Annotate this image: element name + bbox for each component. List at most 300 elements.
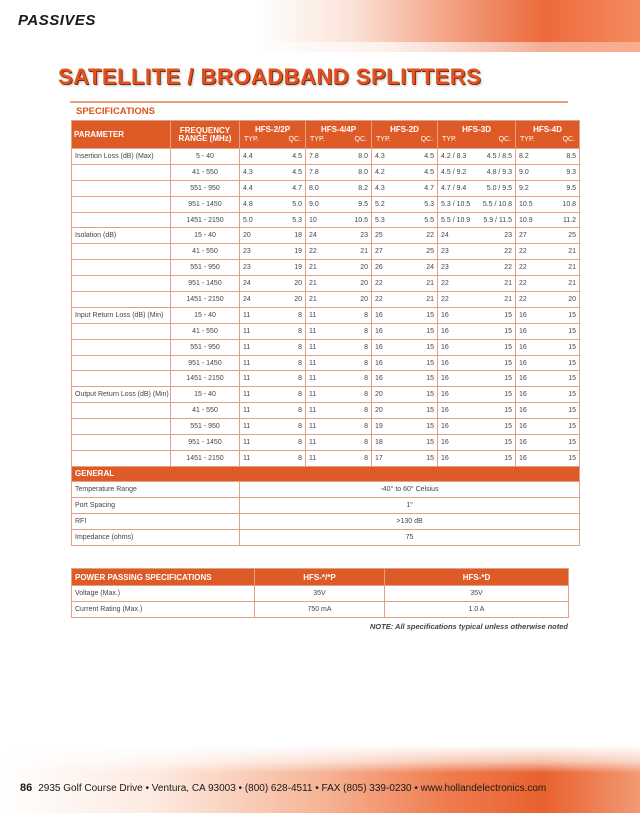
value-cell: 16 [438, 419, 473, 435]
value-cell: 23 [240, 260, 273, 276]
value-cell: 27 [372, 244, 405, 260]
power-header-row [72, 569, 569, 586]
value-cell: 16 [372, 339, 405, 355]
table-row [72, 164, 580, 180]
value-cell: 25 [405, 244, 438, 260]
power-value: 35V [385, 586, 569, 602]
value-cell: 4.4 [240, 180, 273, 196]
value-cell: 4.5 [273, 164, 306, 180]
value-cell: 16 [438, 355, 473, 371]
value-cell: 16 [516, 339, 548, 355]
value-cell: 22 [438, 292, 473, 308]
table-row [72, 323, 580, 339]
value-cell: 8 [339, 307, 372, 323]
value-cell: 24 [405, 260, 438, 276]
value-cell: 15 [405, 323, 438, 339]
table-row [72, 307, 580, 323]
table-row [72, 387, 580, 403]
col-frequency: FREQUENCY RANGE (MHz) [171, 121, 240, 149]
value-cell: 23 [438, 260, 473, 276]
value-cell: 15 [473, 403, 516, 419]
value-cell: 4.5 [405, 149, 438, 165]
value-cell: 10.9 [516, 212, 548, 228]
table-header-row [72, 121, 580, 149]
value-cell: 16 [438, 450, 473, 466]
value-cell: 5.9 / 11.5 [473, 212, 516, 228]
value-cell: 15 [405, 339, 438, 355]
power-row [72, 602, 569, 618]
value-cell: 8 [273, 307, 306, 323]
value-cell: 11 [306, 403, 339, 419]
value-cell: 15 [473, 307, 516, 323]
frequency-cell: 1451 - 2150 [171, 292, 240, 308]
parameter-cell [72, 212, 171, 228]
value-cell: 15 [473, 323, 516, 339]
col-model: HFS-2D TYP. QC. [372, 121, 438, 149]
power-value: 1.0 A [385, 602, 569, 618]
value-cell: 10.5 [516, 196, 548, 212]
value-cell: 10 [306, 212, 339, 228]
value-cell: 15 [405, 387, 438, 403]
value-cell: 8 [339, 403, 372, 419]
value-cell: 22 [306, 244, 339, 260]
value-cell: 10.8 [548, 196, 580, 212]
power-row [72, 586, 569, 602]
table-row [72, 371, 580, 387]
value-cell: 22 [516, 276, 548, 292]
value-cell: 15 [548, 371, 580, 387]
frequency-cell: 551 - 950 [171, 180, 240, 196]
value-cell: 11 [306, 307, 339, 323]
value-cell: 22 [473, 260, 516, 276]
value-cell: 4.2 / 8.3 [438, 149, 473, 165]
value-cell: 22 [516, 260, 548, 276]
value-cell: 16 [372, 323, 405, 339]
table-row [72, 149, 580, 165]
value-cell: 8 [339, 355, 372, 371]
value-cell: 17 [372, 450, 405, 466]
table-row [72, 260, 580, 276]
value-cell: 16 [372, 307, 405, 323]
value-cell: 22 [516, 292, 548, 308]
value-cell: 15 [405, 435, 438, 451]
table-row [72, 450, 580, 466]
value-cell: 9.5 [548, 180, 580, 196]
parameter-cell [72, 292, 171, 308]
page-number: 86 [20, 782, 33, 794]
parameter-cell [72, 164, 171, 180]
value-cell: 11 [306, 339, 339, 355]
value-cell: 11 [306, 450, 339, 466]
table-row [72, 228, 580, 244]
table-row [72, 403, 580, 419]
value-cell: 21 [548, 244, 580, 260]
value-cell: 26 [372, 260, 405, 276]
value-cell: 23 [339, 228, 372, 244]
frequency-cell: 951 - 1450 [171, 276, 240, 292]
value-cell: 20 [273, 276, 306, 292]
parameter-cell [72, 323, 171, 339]
power-col-1: HFS-*/*P [255, 569, 385, 586]
value-cell: 16 [438, 387, 473, 403]
value-cell: 8.2 [339, 180, 372, 196]
frequency-cell: 951 - 1450 [171, 435, 240, 451]
page-title: SATELLITE / BROADBAND SPLITTERS [58, 64, 482, 89]
parameter-cell [72, 260, 171, 276]
value-cell: 8 [273, 323, 306, 339]
value-cell: 15 [473, 435, 516, 451]
parameter-cell: Output Return Loss (dB) (Min) [72, 387, 171, 403]
frequency-cell: 1451 - 2150 [171, 371, 240, 387]
value-cell: 8 [339, 323, 372, 339]
value-cell: 18 [273, 228, 306, 244]
value-cell: 22 [473, 244, 516, 260]
value-cell: 24 [306, 228, 339, 244]
value-cell: 27 [516, 228, 548, 244]
value-cell: 5.0 [273, 196, 306, 212]
value-cell: 20 [548, 292, 580, 308]
value-cell: 7.8 [306, 164, 339, 180]
value-cell: 9.0 [516, 164, 548, 180]
value-cell: 20 [339, 260, 372, 276]
value-cell: 5.3 [273, 212, 306, 228]
value-cell: 11 [240, 307, 273, 323]
value-cell: 7.8 [306, 149, 339, 165]
value-cell: 16 [516, 419, 548, 435]
value-cell: 4.4 [240, 149, 273, 165]
general-section-row [72, 466, 580, 481]
value-cell: 15 [405, 307, 438, 323]
value-cell: 11 [240, 371, 273, 387]
value-cell: 20 [372, 403, 405, 419]
value-cell: 9.2 [516, 180, 548, 196]
value-cell: 8 [339, 387, 372, 403]
value-cell: 8 [273, 419, 306, 435]
value-cell: 25 [372, 228, 405, 244]
footnote: NOTE: All specifications typical unless otherwise noted [369, 622, 568, 631]
value-cell: 22 [372, 276, 405, 292]
col-parameter: PARAMETER [72, 121, 171, 149]
value-cell: 10.5 [339, 212, 372, 228]
value-cell: 9.0 [306, 196, 339, 212]
value-cell: 21 [339, 244, 372, 260]
value-cell: 11 [240, 387, 273, 403]
value-cell: 8 [273, 339, 306, 355]
value-cell: 23 [438, 244, 473, 260]
value-cell: 15 [548, 387, 580, 403]
value-cell: 19 [273, 260, 306, 276]
value-cell: 22 [438, 276, 473, 292]
value-cell: 16 [516, 307, 548, 323]
value-cell: 15 [473, 387, 516, 403]
table-row [72, 196, 580, 212]
value-cell: 8.2 [516, 149, 548, 165]
value-cell: 16 [372, 371, 405, 387]
value-cell: 4.3 [372, 149, 405, 165]
value-cell: 22 [516, 244, 548, 260]
frequency-cell: 551 - 950 [171, 419, 240, 435]
value-cell: 21 [473, 276, 516, 292]
value-cell: 11 [240, 435, 273, 451]
general-value: -40° to 60° Celsius [240, 481, 580, 497]
footer [20, 782, 546, 794]
value-cell: 4.7 / 9.4 [438, 180, 473, 196]
value-cell: 4.5 / 8.5 [473, 149, 516, 165]
value-cell: 11 [306, 435, 339, 451]
value-cell: 18 [372, 435, 405, 451]
frequency-cell: 551 - 950 [171, 339, 240, 355]
value-cell: 15 [473, 450, 516, 466]
value-cell: 4.3 [372, 180, 405, 196]
frequency-cell: 1451 - 2150 [171, 450, 240, 466]
value-cell: 21 [548, 276, 580, 292]
value-cell: 21 [306, 292, 339, 308]
value-cell: 11 [240, 403, 273, 419]
value-cell: 5.5 [405, 212, 438, 228]
value-cell: 15 [548, 307, 580, 323]
table-row [72, 435, 580, 451]
value-cell: 11 [306, 355, 339, 371]
power-value: 35V [255, 586, 385, 602]
value-cell: 16 [516, 323, 548, 339]
value-cell: 16 [438, 435, 473, 451]
table-row [72, 355, 580, 371]
value-cell: 23 [240, 244, 273, 260]
parameter-cell [72, 450, 171, 466]
value-cell: 16 [516, 450, 548, 466]
value-cell: 20 [339, 292, 372, 308]
general-row [72, 497, 580, 513]
value-cell: 4.2 [372, 164, 405, 180]
value-cell: 20 [240, 228, 273, 244]
value-cell: 23 [473, 228, 516, 244]
general-label: Temperature Range [72, 481, 240, 497]
power-heading: POWER PASSING SPECIFICATIONS [72, 569, 255, 586]
general-value: >130 dB [240, 513, 580, 529]
value-cell: 4.5 [273, 149, 306, 165]
parameter-cell [72, 371, 171, 387]
parameter-cell [72, 435, 171, 451]
frequency-cell: 15 - 40 [171, 307, 240, 323]
value-cell: 15 [405, 371, 438, 387]
table-row [72, 276, 580, 292]
power-col-2: HFS-*D [385, 569, 569, 586]
value-cell: 8 [273, 387, 306, 403]
value-cell: 11 [240, 355, 273, 371]
value-cell: 15 [405, 355, 438, 371]
value-cell: 11 [306, 371, 339, 387]
table-row [72, 292, 580, 308]
value-cell: 15 [548, 450, 580, 466]
power-value: 750 mA [255, 602, 385, 618]
value-cell: 20 [339, 276, 372, 292]
value-cell: 4.7 [405, 180, 438, 196]
value-cell: 24 [240, 292, 273, 308]
value-cell: 11.2 [548, 212, 580, 228]
value-cell: 5.3 / 10.5 [438, 196, 473, 212]
value-cell: 16 [438, 371, 473, 387]
table-row [72, 180, 580, 196]
value-cell: 22 [405, 228, 438, 244]
parameter-cell: Input Return Loss (dB) (Min) [72, 307, 171, 323]
parameter-cell: Isolation (dB) [72, 228, 171, 244]
frequency-cell: 951 - 1450 [171, 355, 240, 371]
value-cell: 15 [473, 371, 516, 387]
parameter-cell [72, 339, 171, 355]
value-cell: 5.0 [240, 212, 273, 228]
value-cell: 16 [516, 355, 548, 371]
table-row [72, 339, 580, 355]
value-cell: 8 [273, 435, 306, 451]
value-cell: 5.3 [405, 196, 438, 212]
table-row [72, 244, 580, 260]
value-cell: 21 [405, 292, 438, 308]
general-label: Port Spacing [72, 497, 240, 513]
value-cell: 5.5 / 10.8 [473, 196, 516, 212]
value-cell: 15 [548, 323, 580, 339]
value-cell: 16 [438, 307, 473, 323]
value-cell: 8 [339, 339, 372, 355]
value-cell: 16 [438, 403, 473, 419]
value-cell: 4.3 [240, 164, 273, 180]
value-cell: 24 [240, 276, 273, 292]
parameter-cell [72, 355, 171, 371]
value-cell: 15 [405, 450, 438, 466]
value-cell: 4.8 [240, 196, 273, 212]
value-cell: 8 [339, 419, 372, 435]
col-model: HFS-3D TYP. QC. [438, 121, 516, 149]
value-cell: 8.0 [339, 149, 372, 165]
value-cell: 24 [438, 228, 473, 244]
value-cell: 16 [438, 339, 473, 355]
table-row [72, 419, 580, 435]
parameter-cell [72, 244, 171, 260]
value-cell: 15 [548, 419, 580, 435]
divider [70, 101, 568, 103]
general-label: Impedance (ohms) [72, 529, 240, 545]
general-value: 1" [240, 497, 580, 513]
value-cell: 15 [405, 419, 438, 435]
value-cell: 5.0 / 9.5 [473, 180, 516, 196]
value-cell: 11 [306, 323, 339, 339]
value-cell: 8.0 [339, 164, 372, 180]
value-cell: 15 [473, 419, 516, 435]
value-cell: 21 [405, 276, 438, 292]
value-cell: 20 [273, 292, 306, 308]
parameter-cell [72, 180, 171, 196]
value-cell: 11 [240, 450, 273, 466]
value-cell: 8.0 [306, 180, 339, 196]
value-cell: 15 [548, 355, 580, 371]
parameter-cell [72, 419, 171, 435]
value-cell: 11 [306, 419, 339, 435]
value-cell: 15 [548, 435, 580, 451]
value-cell: 16 [372, 355, 405, 371]
value-cell: 15 [405, 403, 438, 419]
frequency-cell: 551 - 950 [171, 260, 240, 276]
general-value: 75 [240, 529, 580, 545]
value-cell: 5.5 / 10.9 [438, 212, 473, 228]
footer-address: 2935 Golf Course Drive • Ventura, CA 93003 • (800) 628-4511 • FAX (805) 339-0230 • www.hollandelectronics.com [38, 783, 547, 794]
parameter-cell [72, 403, 171, 419]
col-model: HFS-2/2P TYP. QC. [240, 121, 306, 149]
value-cell: 5.2 [372, 196, 405, 212]
value-cell: 9.3 [548, 164, 580, 180]
value-cell: 11 [240, 323, 273, 339]
general-row [72, 529, 580, 545]
value-cell: 11 [240, 339, 273, 355]
parameter-cell [72, 276, 171, 292]
value-cell: 16 [516, 435, 548, 451]
value-cell: 4.7 [273, 180, 306, 196]
general-label: RFI [72, 513, 240, 529]
parameter-cell [72, 196, 171, 212]
value-cell: 25 [548, 228, 580, 244]
value-cell: 4.5 / 9.2 [438, 164, 473, 180]
power-label: Voltage (Max.) [72, 586, 255, 602]
power-passing-table [71, 568, 569, 618]
value-cell: 8 [339, 450, 372, 466]
value-cell: 21 [548, 260, 580, 276]
specifications-heading: SPECIFICATIONS [76, 106, 155, 117]
power-label: Current Rating (Max.) [72, 602, 255, 618]
col-model: HFS-4D TYP. QC. [516, 121, 580, 149]
frequency-cell: 41 - 550 [171, 164, 240, 180]
value-cell: 4.5 [405, 164, 438, 180]
value-cell: 8 [273, 450, 306, 466]
frequency-cell: 951 - 1450 [171, 196, 240, 212]
frequency-cell: 15 - 40 [171, 387, 240, 403]
value-cell: 16 [516, 403, 548, 419]
value-cell: 8 [273, 371, 306, 387]
table-row [72, 212, 580, 228]
value-cell: 11 [240, 419, 273, 435]
value-cell: 8 [339, 371, 372, 387]
value-cell: 22 [372, 292, 405, 308]
value-cell: 16 [516, 387, 548, 403]
frequency-cell: 41 - 550 [171, 244, 240, 260]
value-cell: 11 [306, 387, 339, 403]
value-cell: 19 [273, 244, 306, 260]
col-model: HFS-4/4P TYP. QC. [306, 121, 372, 149]
value-cell: 15 [473, 355, 516, 371]
section-tag: PASSIVES [18, 12, 96, 29]
value-cell: 21 [473, 292, 516, 308]
value-cell: 21 [306, 260, 339, 276]
frequency-cell: 41 - 550 [171, 403, 240, 419]
value-cell: 5.3 [372, 212, 405, 228]
value-cell: 8 [273, 355, 306, 371]
value-cell: 15 [548, 403, 580, 419]
general-heading: GENERAL [72, 466, 580, 481]
parameter-cell: Insertion Loss (dB) (Max) [72, 149, 171, 165]
frequency-cell: 41 - 550 [171, 323, 240, 339]
value-cell: 8 [339, 435, 372, 451]
value-cell: 19 [372, 419, 405, 435]
frequency-cell: 1451 - 2150 [171, 212, 240, 228]
general-row [72, 481, 580, 497]
frequency-cell: 5 - 40 [171, 149, 240, 165]
frequency-cell: 15 - 40 [171, 228, 240, 244]
value-cell: 20 [372, 387, 405, 403]
header-band [0, 0, 640, 52]
value-cell: 15 [548, 339, 580, 355]
value-cell: 4.8 / 9.3 [473, 164, 516, 180]
value-cell: 9.5 [339, 196, 372, 212]
value-cell: 8 [273, 403, 306, 419]
general-row [72, 513, 580, 529]
value-cell: 16 [438, 323, 473, 339]
